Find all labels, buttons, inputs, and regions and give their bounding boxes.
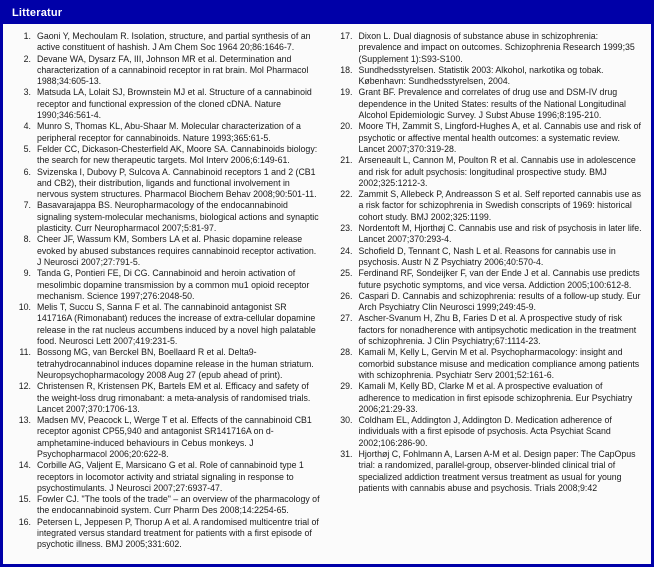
reference-item: Coldham EL, Addington J, Addington D. Medication adherence of individuals with a first episode of psychosis. Acta Psychiat Scand 2002;106:286-90. bbox=[358, 415, 612, 448]
reference-item: Kamali M, Kelly BD, Clarke M et al. A prospective evaluation of adherence to medication in first episode schizophrenia. Eur Psychiatry 2006;21:29-33. bbox=[358, 381, 633, 414]
panel-header bbox=[3, 3, 651, 24]
reference-item: Petersen L, Jeppesen P, Thorup A et al. A randomised multicentre trial of integrated versus standard treatment for patients with a first episode of psychotic illness. BMJ 2005;331:602. bbox=[37, 516, 319, 550]
reference-list-container bbox=[3, 24, 651, 564]
reference-item: Ascher-Svanum H, Zhu B, Faries D et al. A prospective study of risk factors for nonadherence with antipsychotic medication in the treatment of schizophrenia. J Clin Psychiatry;67:1114-23. bbox=[358, 313, 637, 347]
reference-item: Hjorthøj C, Fohlmann A, Larsen A-M et al. Design paper: The CapOpus trial: a randomized, parallel-group, observer-blinded clinical trial of specialized addiction treatment versus treatment as usual for young patients with cannabis abuse and psychosis. Trials 2008;9:42 bbox=[358, 448, 636, 493]
reference-item: Zammit S, Allebeck P, Andreasson S et al. Self reported cannabis use as a risk factor for schizophrenia in Swedish conscripts of 1969: historical cohort study. BMJ 2002;325:1199. bbox=[358, 189, 641, 222]
reference-item: Basavarajappa BS. Neuropharmacology of the endocannabinoid signaling system-molecular mechanisms, biological actions and synaptic plasticity. Curr Neuropharmacol 2007;5:81-97. bbox=[37, 200, 319, 234]
reference-item: Arseneault L, Cannon M, Poulton R et al. Cannabis use in adolescence and risk for adult psychosis: longitudinal prospective study. BMJ 2002;325:1212-3. bbox=[358, 155, 636, 188]
reference-item: Tanda G, Pontieri FE, Di CG. Cannabinoid and heroin activation of mesolimbic dopamine transmission by a common mu1 opioid receptor mechanism. Science 1997;276:2048-50. bbox=[37, 268, 310, 301]
reference-item: Sundhedsstyrelsen. Statistik 2003: Alkohol, narkotika og tobak. København: Sundhedsstyrelsen, 2004. bbox=[358, 64, 604, 87]
reference-item: Gaoni Y, Mechoulam R. Isolation, structure, and partial synthesis of an active constituent of hashish. J Am Chem Soc 1964 20;86:1646-7. bbox=[37, 31, 311, 53]
reference-item: Madsen MV, Peacock L, Werge T et al. Effects of the cannabinoid CB1 receptor agonist CP55,940 and antagonist SR141716A on d-amphetamine-induced behaviours in Cebus monkeys. J Psychopharmacol 2006;20:622-8. bbox=[37, 415, 312, 459]
reference-item: Matsuda LA, Lolait SJ, Brownstein MJ et al. Structure of a cannabinoid receptor and functional expression of the cloned cDNA. Nature 1990;346:561-4. bbox=[37, 87, 312, 121]
reference-item: Devane WA, Dysarz FA, III, Johnson MR et al. Determination and characterization of a cannabinoid receptor in rat brain. Mol Pharmacol 1988;34:605-13. bbox=[37, 53, 309, 87]
reference-list bbox=[13, 31, 643, 556]
reference-item: Cheer JF, Wassum KM, Sombers LA et al. Phasic dopamine release evoked by abused substances requires cannabinoid receptor activation. J Neurosci 2007;27:791-5. bbox=[37, 234, 317, 267]
reference-item: Corbille AG, Valjent E, Marsicano G et al. Role of cannabinoid type 1 receptors in locomotor activity and striatal signaling in response to psychostimulants. J Neurosci 2007;27:6937-47. bbox=[37, 460, 304, 493]
reference-item: Moore TH, Zammit S, Lingford-Hughes A, et al. Cannabis use and risk of psychotic or affective mental health outcomes: a systematic review. Lancet 2007;370:319-28. bbox=[358, 121, 641, 154]
reference-item: Svizenska I, Dubovy P, Sulcova A. Cannabinoid receptors 1 and 2 (CB1 and CB2), their distribution, ligands and functional involvement in nervous system structures. Pharmacol Biochem Behav 2008;90:501-11. bbox=[37, 166, 317, 200]
reference-item: Dixon L. Dual diagnosis of substance abuse in schizophrenia: prevalence and impact on outcomes. Schizophrenia Research 1999;35 (Supplement 1):S93-S100. bbox=[358, 31, 635, 64]
reference-item: Kamali M, Kelly L, Gervin M et al. Psychopharmacology: insight and comorbid substance misuse and medication compliance among patients with schizophrenia. Psychiatr Serv 2001;52:161-6. bbox=[358, 347, 640, 380]
reference-item: Melis T, Succu S, Sanna F et al. The cannabinoid antagonist SR 141716A (Rimonabant) reduces the increase of extra-cellular dopamine release in the rat nucleus accumbens induced by a novel high palatable food. Neurosci Lett 2007;419:231-5. bbox=[37, 302, 316, 347]
reference-item: Caspari D. Cannabis and schizophrenia: results of a follow-up study. Eur Arch Psychiatry Clin Neurosci 1999;249:45-9. bbox=[358, 290, 641, 313]
reference-item: Ferdinand RF, Sondeijker F, van der Ende J et al. Cannabis use predicts future psychotic symptoms, and vice versa. Addiction 2005;100:612-8. bbox=[358, 268, 640, 290]
reference-item: Munro S, Thomas KL, Abu-Shaar M. Molecular characterization of a peripheral receptor for cannabinoids. Nature 1993;365:61-5. bbox=[37, 121, 301, 143]
panel-title: Litteratur bbox=[12, 7, 63, 19]
reference-item: Christensen R, Kristensen PK, Bartels EM et al. Efficacy and safety of the weight-loss drug rimonabant: a meta-analysis of randomised trials. Lancet 2007;370:1706-13. bbox=[37, 381, 311, 414]
reference-item: Nordentoft M, Hjorthøj C. Cannabis use and risk of psychosis in later life. Lancet 2007;370:293-4. bbox=[358, 223, 642, 245]
reference-item: Bossong MG, van Berckel BN, Boellaard R et al. Delta9-tetrahydrocannabinol induces dopamine release in the human striatum. Neuropsychopharmacology 2008 Aug 27 (epub ahead of print). bbox=[37, 347, 314, 380]
reference-item: Schofield D, Tennant C, Nash L et al. Reasons for cannabis use in psychosis. Austr N Z Psychiatry 2006;40:570-4. bbox=[358, 245, 616, 267]
reference-item: Felder CC, Dickason-Chesterfield AK, Moore SA. Cannabinoids biology: the search for new therapeutic targets. Mol Interv 2006;6:149-61. bbox=[37, 143, 318, 166]
reference-item: Fowler CJ. "The tools of the trade" – an overview of the pharmacology of the endocannabinoid system. Curr Pharm Des 2008;14:2254-65. bbox=[37, 494, 320, 516]
reference-item: Grant BF. Prevalence and correlates of drug use and DSM-IV drug dependence in the United States: results of the National Longitudinal Alcohol Epidemiologic Survey. J Subst Abuse 1996;8:195-210. bbox=[358, 87, 627, 121]
